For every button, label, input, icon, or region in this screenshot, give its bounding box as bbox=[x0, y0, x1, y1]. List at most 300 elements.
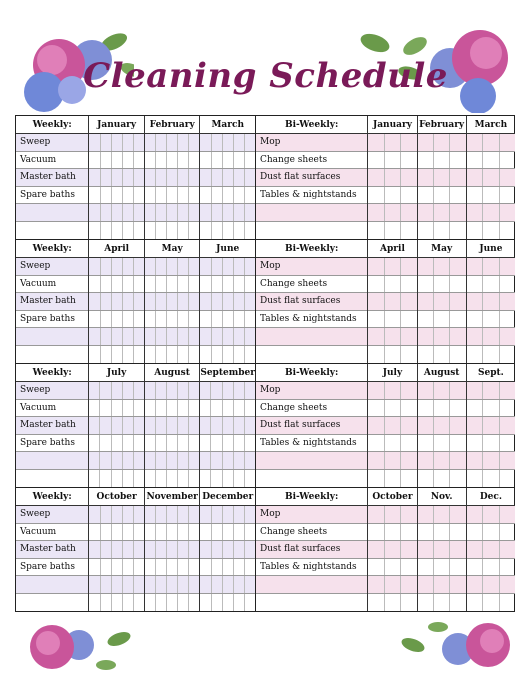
check-cell[interactable] bbox=[223, 276, 234, 293]
check-cell[interactable] bbox=[123, 293, 134, 310]
check-cell[interactable] bbox=[368, 169, 384, 186]
check-cell[interactable] bbox=[167, 506, 178, 523]
check-cell[interactable] bbox=[89, 258, 100, 275]
check-cell[interactable] bbox=[167, 400, 178, 417]
check-cell[interactable] bbox=[245, 506, 255, 523]
check-cell[interactable] bbox=[483, 470, 499, 488]
check-cell[interactable] bbox=[211, 470, 222, 488]
check-cell[interactable] bbox=[200, 559, 211, 576]
check-cell[interactable] bbox=[418, 435, 434, 452]
check-cell[interactable] bbox=[178, 541, 189, 558]
check-cell[interactable] bbox=[101, 541, 112, 558]
check-cell[interactable] bbox=[178, 400, 189, 417]
check-cell[interactable] bbox=[167, 594, 178, 612]
check-cell[interactable] bbox=[189, 258, 199, 275]
check-cell[interactable] bbox=[211, 400, 222, 417]
check-cell[interactable] bbox=[200, 169, 211, 186]
check-cell[interactable] bbox=[368, 258, 384, 275]
check-cell[interactable] bbox=[434, 276, 450, 293]
check-cell[interactable] bbox=[89, 559, 100, 576]
check-cell[interactable] bbox=[112, 152, 123, 169]
check-cell[interactable] bbox=[245, 524, 255, 541]
check-cell[interactable] bbox=[234, 258, 245, 275]
check-cell[interactable] bbox=[178, 382, 189, 399]
check-cell[interactable] bbox=[212, 559, 223, 576]
check-cell[interactable] bbox=[100, 417, 111, 434]
check-cell[interactable] bbox=[101, 169, 112, 186]
check-cell[interactable] bbox=[100, 400, 111, 417]
check-cell[interactable] bbox=[101, 204, 112, 221]
check-cell[interactable] bbox=[200, 524, 211, 541]
check-cell[interactable] bbox=[189, 452, 199, 469]
check-cell[interactable] bbox=[200, 222, 211, 240]
check-cell[interactable] bbox=[134, 435, 144, 452]
check-cell[interactable] bbox=[167, 576, 178, 593]
check-cell[interactable] bbox=[434, 152, 450, 169]
check-cell[interactable] bbox=[434, 417, 450, 434]
check-cell[interactable] bbox=[245, 435, 255, 452]
check-cell[interactable] bbox=[385, 435, 401, 452]
check-cell[interactable] bbox=[112, 470, 123, 488]
check-cell[interactable] bbox=[89, 169, 100, 186]
check-cell[interactable] bbox=[223, 134, 234, 151]
check-cell[interactable] bbox=[167, 559, 178, 576]
check-cell[interactable] bbox=[212, 152, 223, 169]
check-cell[interactable] bbox=[483, 382, 499, 399]
check-cell[interactable] bbox=[101, 594, 112, 612]
check-cell[interactable] bbox=[167, 276, 178, 293]
check-cell[interactable] bbox=[500, 524, 515, 541]
check-cell[interactable] bbox=[500, 222, 515, 240]
check-cell[interactable] bbox=[500, 134, 515, 151]
check-cell[interactable] bbox=[212, 293, 223, 310]
check-cell[interactable] bbox=[418, 293, 434, 310]
check-cell[interactable] bbox=[385, 187, 401, 204]
check-cell[interactable] bbox=[434, 470, 450, 488]
check-cell[interactable] bbox=[112, 576, 123, 593]
check-cell[interactable] bbox=[500, 293, 515, 310]
check-cell[interactable] bbox=[245, 311, 255, 328]
check-cell[interactable] bbox=[245, 328, 255, 345]
check-cell[interactable] bbox=[123, 594, 134, 612]
check-cell[interactable] bbox=[467, 417, 483, 434]
check-cell[interactable] bbox=[134, 152, 144, 169]
check-cell[interactable] bbox=[500, 276, 515, 293]
check-cell[interactable] bbox=[178, 576, 189, 593]
check-cell[interactable] bbox=[145, 541, 156, 558]
check-cell[interactable] bbox=[234, 541, 245, 558]
check-cell[interactable] bbox=[467, 152, 483, 169]
check-cell[interactable] bbox=[368, 594, 384, 612]
check-cell[interactable] bbox=[223, 222, 234, 240]
check-cell[interactable] bbox=[385, 470, 401, 488]
check-cell[interactable] bbox=[368, 328, 384, 345]
check-cell[interactable] bbox=[167, 134, 178, 151]
check-cell[interactable] bbox=[434, 506, 450, 523]
check-cell[interactable] bbox=[418, 134, 434, 151]
check-cell[interactable] bbox=[189, 576, 199, 593]
check-cell[interactable] bbox=[500, 328, 515, 345]
check-cell[interactable] bbox=[156, 470, 167, 488]
check-cell[interactable] bbox=[223, 204, 234, 221]
check-cell[interactable] bbox=[223, 576, 234, 593]
check-cell[interactable] bbox=[123, 576, 134, 593]
check-cell[interactable] bbox=[112, 524, 123, 541]
check-cell[interactable] bbox=[123, 276, 134, 293]
check-cell[interactable] bbox=[101, 576, 112, 593]
check-cell[interactable] bbox=[112, 187, 123, 204]
check-cell[interactable] bbox=[123, 506, 134, 523]
check-cell[interactable] bbox=[89, 594, 100, 612]
check-cell[interactable] bbox=[234, 452, 245, 469]
check-cell[interactable] bbox=[145, 152, 156, 169]
check-cell[interactable] bbox=[467, 470, 483, 488]
check-cell[interactable] bbox=[418, 382, 434, 399]
check-cell[interactable] bbox=[145, 276, 156, 293]
check-cell[interactable] bbox=[500, 452, 515, 469]
check-cell[interactable] bbox=[134, 470, 144, 488]
check-cell[interactable] bbox=[450, 293, 465, 310]
check-cell[interactable] bbox=[483, 452, 499, 469]
check-cell[interactable] bbox=[123, 541, 134, 558]
check-cell[interactable] bbox=[245, 541, 255, 558]
check-cell[interactable] bbox=[245, 222, 255, 240]
check-cell[interactable] bbox=[167, 152, 178, 169]
check-cell[interactable] bbox=[101, 222, 112, 240]
check-cell[interactable] bbox=[189, 152, 199, 169]
check-cell[interactable] bbox=[500, 204, 515, 221]
check-cell[interactable] bbox=[418, 594, 434, 612]
check-cell[interactable] bbox=[467, 276, 483, 293]
check-cell[interactable] bbox=[500, 470, 515, 488]
check-cell[interactable] bbox=[483, 559, 499, 576]
check-cell[interactable] bbox=[89, 506, 100, 523]
check-cell[interactable] bbox=[134, 293, 144, 310]
check-cell[interactable] bbox=[368, 276, 384, 293]
check-cell[interactable] bbox=[245, 293, 255, 310]
check-cell[interactable] bbox=[89, 541, 100, 558]
check-cell[interactable] bbox=[368, 470, 384, 488]
check-cell[interactable] bbox=[368, 452, 384, 469]
check-cell[interactable] bbox=[434, 559, 450, 576]
check-cell[interactable] bbox=[145, 452, 156, 469]
check-cell[interactable] bbox=[100, 452, 111, 469]
check-cell[interactable] bbox=[418, 152, 434, 169]
check-cell[interactable] bbox=[418, 400, 434, 417]
check-cell[interactable] bbox=[467, 594, 483, 612]
check-cell[interactable] bbox=[178, 187, 189, 204]
check-cell[interactable] bbox=[234, 576, 245, 593]
check-cell[interactable] bbox=[112, 134, 123, 151]
check-cell[interactable] bbox=[123, 311, 134, 328]
check-cell[interactable] bbox=[112, 169, 123, 186]
check-cell[interactable] bbox=[156, 222, 167, 240]
check-cell[interactable] bbox=[385, 311, 401, 328]
check-cell[interactable] bbox=[223, 346, 234, 364]
check-cell[interactable] bbox=[145, 400, 156, 417]
check-cell[interactable] bbox=[156, 134, 167, 151]
check-cell[interactable] bbox=[401, 594, 416, 612]
check-cell[interactable] bbox=[212, 524, 223, 541]
check-cell[interactable] bbox=[245, 204, 255, 221]
check-cell[interactable] bbox=[234, 169, 245, 186]
check-cell[interactable] bbox=[223, 293, 234, 310]
check-cell[interactable] bbox=[483, 187, 499, 204]
check-cell[interactable] bbox=[89, 187, 100, 204]
check-cell[interactable] bbox=[178, 594, 189, 612]
check-cell[interactable] bbox=[401, 382, 416, 399]
check-cell[interactable] bbox=[500, 400, 515, 417]
check-cell[interactable] bbox=[178, 346, 189, 364]
check-cell[interactable] bbox=[112, 222, 123, 240]
check-cell[interactable] bbox=[145, 576, 156, 593]
check-cell[interactable] bbox=[500, 559, 515, 576]
check-cell[interactable] bbox=[145, 169, 156, 186]
check-cell[interactable] bbox=[483, 435, 499, 452]
check-cell[interactable] bbox=[189, 435, 199, 452]
check-cell[interactable] bbox=[434, 382, 450, 399]
check-cell[interactable] bbox=[401, 169, 416, 186]
check-cell[interactable] bbox=[178, 470, 189, 488]
check-cell[interactable] bbox=[483, 594, 499, 612]
check-cell[interactable] bbox=[450, 452, 465, 469]
check-cell[interactable] bbox=[418, 187, 434, 204]
check-cell[interactable] bbox=[418, 276, 434, 293]
check-cell[interactable] bbox=[223, 328, 234, 345]
check-cell[interactable] bbox=[368, 524, 384, 541]
check-cell[interactable] bbox=[450, 417, 465, 434]
check-cell[interactable] bbox=[500, 311, 515, 328]
check-cell[interactable] bbox=[167, 417, 178, 434]
check-cell[interactable] bbox=[212, 576, 223, 593]
check-cell[interactable] bbox=[156, 506, 167, 523]
check-cell[interactable] bbox=[401, 187, 416, 204]
check-cell[interactable] bbox=[134, 328, 144, 345]
check-cell[interactable] bbox=[234, 276, 245, 293]
check-cell[interactable] bbox=[368, 400, 384, 417]
check-cell[interactable] bbox=[134, 524, 144, 541]
check-cell[interactable] bbox=[211, 435, 222, 452]
check-cell[interactable] bbox=[101, 311, 112, 328]
check-cell[interactable] bbox=[145, 524, 156, 541]
check-cell[interactable] bbox=[212, 276, 223, 293]
check-cell[interactable] bbox=[212, 187, 223, 204]
check-cell[interactable] bbox=[134, 276, 144, 293]
check-cell[interactable] bbox=[401, 435, 416, 452]
check-cell[interactable] bbox=[385, 169, 401, 186]
check-cell[interactable] bbox=[89, 435, 100, 452]
check-cell[interactable] bbox=[418, 576, 434, 593]
check-cell[interactable] bbox=[245, 258, 255, 275]
check-cell[interactable] bbox=[134, 382, 144, 399]
check-cell[interactable] bbox=[401, 222, 416, 240]
check-cell[interactable] bbox=[500, 576, 515, 593]
check-cell[interactable] bbox=[134, 222, 144, 240]
check-cell[interactable] bbox=[101, 152, 112, 169]
check-cell[interactable] bbox=[500, 541, 515, 558]
check-cell[interactable] bbox=[89, 328, 100, 345]
check-cell[interactable] bbox=[134, 506, 144, 523]
check-cell[interactable] bbox=[145, 417, 156, 434]
check-cell[interactable] bbox=[385, 134, 401, 151]
check-cell[interactable] bbox=[500, 187, 515, 204]
check-cell[interactable] bbox=[401, 276, 416, 293]
check-cell[interactable] bbox=[223, 506, 234, 523]
check-cell[interactable] bbox=[167, 222, 178, 240]
check-cell[interactable] bbox=[450, 258, 465, 275]
check-cell[interactable] bbox=[450, 435, 465, 452]
check-cell[interactable] bbox=[385, 328, 401, 345]
check-cell[interactable] bbox=[101, 559, 112, 576]
check-cell[interactable] bbox=[134, 346, 144, 364]
check-cell[interactable] bbox=[368, 346, 384, 364]
check-cell[interactable] bbox=[245, 417, 255, 434]
check-cell[interactable] bbox=[145, 222, 156, 240]
check-cell[interactable] bbox=[145, 293, 156, 310]
check-cell[interactable] bbox=[200, 452, 211, 469]
check-cell[interactable] bbox=[167, 258, 178, 275]
check-cell[interactable] bbox=[112, 506, 123, 523]
check-cell[interactable] bbox=[401, 452, 416, 469]
check-cell[interactable] bbox=[418, 346, 434, 364]
check-cell[interactable] bbox=[401, 134, 416, 151]
check-cell[interactable] bbox=[212, 222, 223, 240]
check-cell[interactable] bbox=[112, 400, 123, 417]
check-cell[interactable] bbox=[123, 524, 134, 541]
check-cell[interactable] bbox=[112, 293, 123, 310]
check-cell[interactable] bbox=[200, 311, 211, 328]
check-cell[interactable] bbox=[112, 417, 123, 434]
check-cell[interactable] bbox=[123, 559, 134, 576]
check-cell[interactable] bbox=[156, 400, 167, 417]
check-cell[interactable] bbox=[145, 346, 156, 364]
check-cell[interactable] bbox=[200, 506, 211, 523]
check-cell[interactable] bbox=[450, 594, 465, 612]
check-cell[interactable] bbox=[385, 541, 401, 558]
check-cell[interactable] bbox=[245, 452, 255, 469]
check-cell[interactable] bbox=[123, 258, 134, 275]
check-cell[interactable] bbox=[101, 293, 112, 310]
check-cell[interactable] bbox=[156, 258, 167, 275]
check-cell[interactable] bbox=[418, 169, 434, 186]
check-cell[interactable] bbox=[245, 559, 255, 576]
check-cell[interactable] bbox=[234, 382, 245, 399]
check-cell[interactable] bbox=[189, 559, 199, 576]
check-cell[interactable] bbox=[467, 311, 483, 328]
check-cell[interactable] bbox=[189, 169, 199, 186]
check-cell[interactable] bbox=[167, 435, 178, 452]
check-cell[interactable] bbox=[212, 541, 223, 558]
check-cell[interactable] bbox=[89, 204, 100, 221]
check-cell[interactable] bbox=[368, 576, 384, 593]
check-cell[interactable] bbox=[368, 293, 384, 310]
check-cell[interactable] bbox=[178, 328, 189, 345]
check-cell[interactable] bbox=[434, 222, 450, 240]
check-cell[interactable] bbox=[189, 400, 199, 417]
check-cell[interactable] bbox=[178, 222, 189, 240]
check-cell[interactable] bbox=[234, 594, 245, 612]
check-cell[interactable] bbox=[156, 187, 167, 204]
check-cell[interactable] bbox=[89, 452, 100, 469]
check-cell[interactable] bbox=[245, 134, 255, 151]
check-cell[interactable] bbox=[145, 258, 156, 275]
check-cell[interactable] bbox=[178, 435, 189, 452]
check-cell[interactable] bbox=[212, 134, 223, 151]
check-cell[interactable] bbox=[467, 169, 483, 186]
check-cell[interactable] bbox=[112, 559, 123, 576]
check-cell[interactable] bbox=[200, 328, 211, 345]
check-cell[interactable] bbox=[418, 328, 434, 345]
check-cell[interactable] bbox=[167, 169, 178, 186]
check-cell[interactable] bbox=[234, 204, 245, 221]
check-cell[interactable] bbox=[156, 452, 167, 469]
check-cell[interactable] bbox=[101, 328, 112, 345]
check-cell[interactable] bbox=[434, 169, 450, 186]
check-cell[interactable] bbox=[434, 400, 450, 417]
check-cell[interactable] bbox=[483, 400, 499, 417]
check-cell[interactable] bbox=[434, 258, 450, 275]
check-cell[interactable] bbox=[234, 311, 245, 328]
check-cell[interactable] bbox=[401, 541, 416, 558]
check-cell[interactable] bbox=[467, 328, 483, 345]
check-cell[interactable] bbox=[434, 293, 450, 310]
check-cell[interactable] bbox=[189, 187, 199, 204]
check-cell[interactable] bbox=[189, 346, 199, 364]
check-cell[interactable] bbox=[178, 134, 189, 151]
check-cell[interactable] bbox=[223, 152, 234, 169]
check-cell[interactable] bbox=[483, 576, 499, 593]
check-cell[interactable] bbox=[156, 293, 167, 310]
check-cell[interactable] bbox=[385, 293, 401, 310]
check-cell[interactable] bbox=[467, 293, 483, 310]
check-cell[interactable] bbox=[450, 134, 465, 151]
check-cell[interactable] bbox=[212, 258, 223, 275]
check-cell[interactable] bbox=[418, 452, 434, 469]
check-cell[interactable] bbox=[123, 204, 134, 221]
check-cell[interactable] bbox=[234, 328, 245, 345]
check-cell[interactable] bbox=[450, 276, 465, 293]
check-cell[interactable] bbox=[123, 328, 134, 345]
check-cell[interactable] bbox=[401, 346, 416, 364]
check-cell[interactable] bbox=[123, 417, 134, 434]
check-cell[interactable] bbox=[385, 276, 401, 293]
check-cell[interactable] bbox=[145, 311, 156, 328]
check-cell[interactable] bbox=[134, 594, 144, 612]
check-cell[interactable] bbox=[483, 204, 499, 221]
check-cell[interactable] bbox=[385, 506, 401, 523]
check-cell[interactable] bbox=[156, 328, 167, 345]
check-cell[interactable] bbox=[467, 559, 483, 576]
check-cell[interactable] bbox=[450, 328, 465, 345]
check-cell[interactable] bbox=[211, 382, 222, 399]
check-cell[interactable] bbox=[145, 506, 156, 523]
check-cell[interactable] bbox=[223, 470, 234, 488]
check-cell[interactable] bbox=[434, 346, 450, 364]
check-cell[interactable] bbox=[434, 204, 450, 221]
check-cell[interactable] bbox=[450, 222, 465, 240]
check-cell[interactable] bbox=[467, 382, 483, 399]
check-cell[interactable] bbox=[89, 417, 100, 434]
check-cell[interactable] bbox=[134, 204, 144, 221]
check-cell[interactable] bbox=[450, 559, 465, 576]
check-cell[interactable] bbox=[467, 204, 483, 221]
check-cell[interactable] bbox=[401, 204, 416, 221]
check-cell[interactable] bbox=[234, 400, 245, 417]
check-cell[interactable] bbox=[434, 134, 450, 151]
check-cell[interactable] bbox=[467, 346, 483, 364]
check-cell[interactable] bbox=[500, 169, 515, 186]
check-cell[interactable] bbox=[385, 222, 401, 240]
